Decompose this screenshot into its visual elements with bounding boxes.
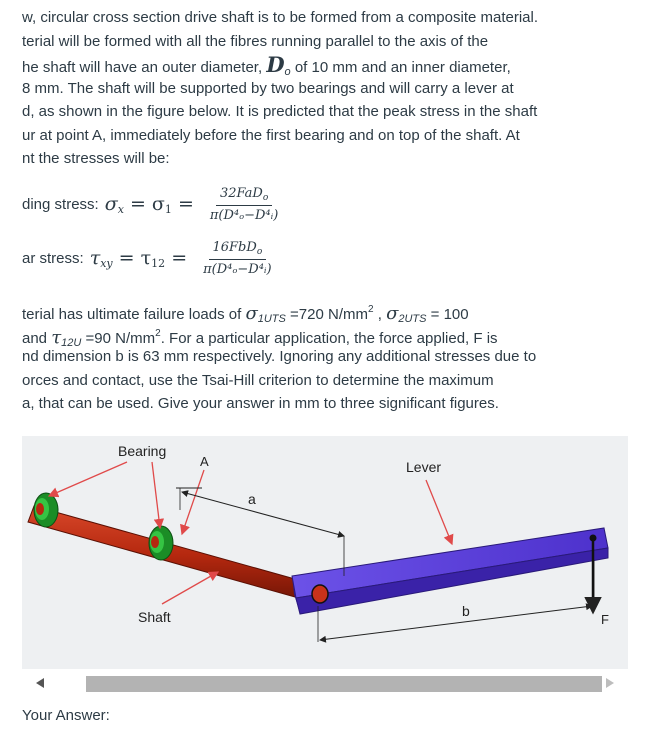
label-dimension-b: b xyxy=(462,603,470,619)
scrollbar-thumb[interactable] xyxy=(86,676,602,692)
intro-line-5: d, as shown in the figure below. It is predicted that the peak stress in the shaft xyxy=(22,103,538,120)
closing-line-1: terial has ultimate failure loads of $\sigma_{1UTS} =720$ $N/mm^2$ , $\sigma_{2UTS} = 100$ xyxy=(22,303,469,325)
bending-fraction: $\frac{32FaD_o}{\text{π(D⁴ₒ−D⁴ᵢ)}}$ xyxy=(209,186,279,223)
shaft-arrow xyxy=(162,572,218,604)
intro-line-3: he shaft will have an outer diameter, $D_o$ of 10 mm and an inner diameter, xyxy=(22,52,511,78)
dimension-b-line xyxy=(320,606,592,640)
lever-arrow xyxy=(426,480,452,544)
shaft-lever-figure xyxy=(22,436,628,669)
your-answer-label: Your Answer: xyxy=(22,707,110,724)
label-dimension-a: a xyxy=(248,491,256,507)
label-lever: Lever xyxy=(406,459,442,475)
outer-diameter-symbol: D xyxy=(266,52,285,77)
label-force: F xyxy=(601,612,609,627)
label-bearing: Bearing xyxy=(118,443,167,459)
problem-closing xyxy=(22,298,652,416)
figure-canvas xyxy=(22,436,628,669)
bending-stress-equation: ding stress: $\sigma_x = \sigma_1$ = $\frac{32FaD_o}{\text{π(D⁴ₒ−D⁴ᵢ)}}$ xyxy=(22,186,282,223)
scroll-right-arrow[interactable] xyxy=(606,678,614,688)
intro-line-7: nt the stresses will be: xyxy=(22,150,170,167)
shaft-end-circle xyxy=(312,585,328,603)
point-a-arrow xyxy=(182,470,204,534)
scroll-left-arrow[interactable] xyxy=(36,678,44,688)
shear-stress-label: ar stress: xyxy=(22,250,84,267)
bearing-arrow-left xyxy=(49,462,127,496)
bearing-arrow-right xyxy=(152,462,160,528)
closing-line-3: nd dimension b is 63 mm respectively. Ignoring any additional stresses due to xyxy=(22,348,537,365)
figure-scrollbar[interactable] xyxy=(22,672,628,694)
shear-stress-equation: ar stress: $\tau_{xy} = \tau_{12}$ = $\frac{16FbD_o}{\text{π(D⁴ₒ−D⁴ᵢ)}}$ xyxy=(22,240,276,277)
dimension-a-line xyxy=(182,492,344,536)
intro-line-4: 8 mm. The shaft will be supported by two bearings and will carry a lever at xyxy=(22,79,514,97)
shaft xyxy=(28,506,327,604)
closing-line-2: and $\tau_{12U} =90$ $N/mm^2$. For a particular application, the force applied, F is xyxy=(22,326,498,349)
bending-stress-label: ding stress: xyxy=(22,196,99,213)
bearing-right xyxy=(149,526,173,560)
intro-line-6: ur at point A, immediately before the first bearing and on top of the shaft. At xyxy=(22,126,520,144)
shear-fraction: $\frac{16FbD_o}{\text{π(D⁴ₒ−D⁴ᵢ)}}$ xyxy=(203,240,272,277)
closing-line-4: orces and contact, use the Tsai-Hill criterion to determine the maximum xyxy=(22,371,494,389)
bearing-left xyxy=(34,493,58,527)
label-point-a: A xyxy=(200,454,209,469)
closing-line-5: a, that can be used. Give your answer in mm to three significant figures. xyxy=(22,395,499,412)
problem-intro xyxy=(22,6,652,171)
label-shaft: Shaft xyxy=(138,609,171,625)
intro-line-2: terial will be formed with all the fibres running parallel to the axis of the xyxy=(22,32,489,50)
intro-line-1: w, circular cross section drive shaft is to be formed from a composite material. xyxy=(22,9,539,26)
